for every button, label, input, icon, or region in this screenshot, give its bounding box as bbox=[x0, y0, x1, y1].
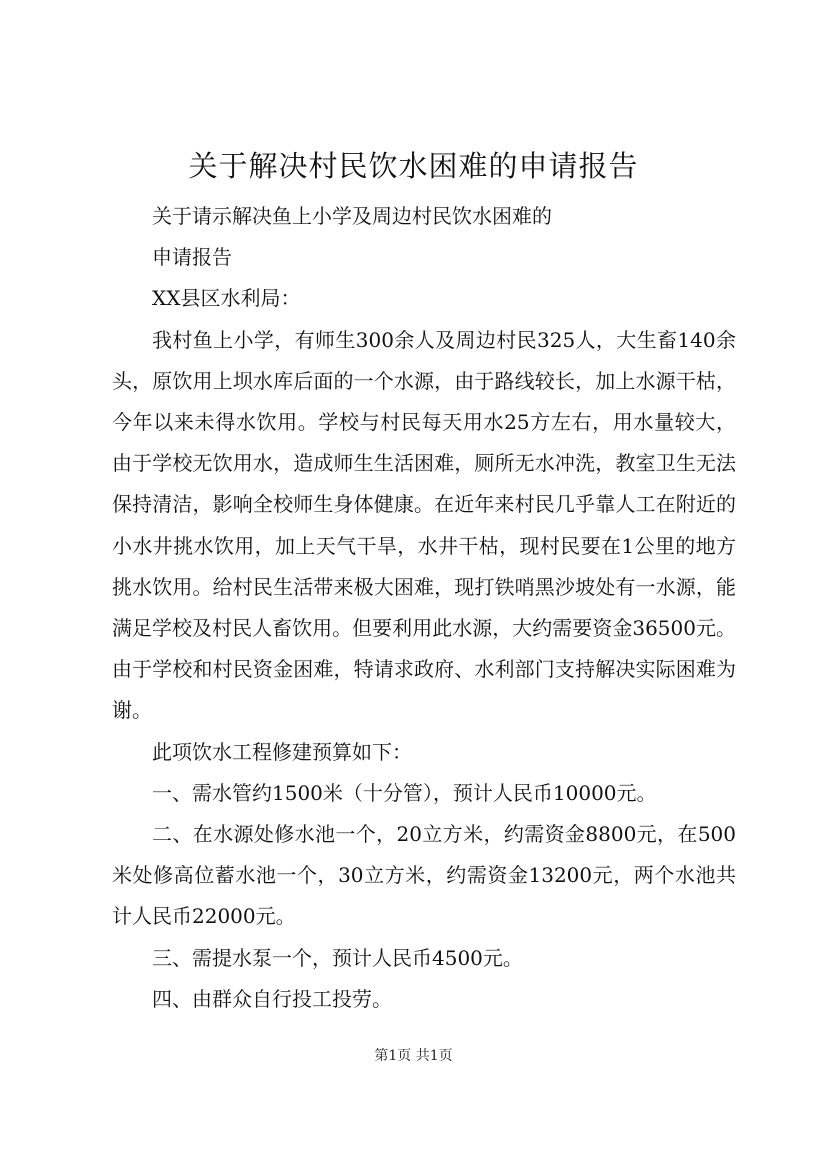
document-body bbox=[112, 196, 736, 1020]
paragraph-budget-item-2: 二、在水源处修水池一个，20立方米，约需资金8800元，在500米处修高位蓄水池一个，30立方米，约需资金13200元，两个水池共计人民币22000元。 bbox=[112, 822, 736, 929]
document-title: 关于解决村民饮水困难的申请报告 bbox=[188, 149, 639, 183]
paragraph-budget-intro: 此项饮水工程修建预算如下： bbox=[152, 739, 412, 764]
paragraph-subject-line-1: 关于请示解决鱼上小学及周边村民饮水困难的 bbox=[152, 204, 552, 228]
paragraph-subject-line-2: 申请报告 bbox=[152, 245, 232, 270]
paragraph-addressee: XX县区水利局： bbox=[152, 286, 301, 311]
paragraph-main-body: 我村鱼上小学，有师生300余人及周边村民325人，大生畜140余头，原饮用上坝水库后面的一个水源，由于路线较长，加上水源干枯，今年以来未得水饮用。学校与村民每天用水25方左右，用水量较大，由于学校无饮用水，造成师生生活困难，厕所无水冲洗，教室卫生无法保持清洁，影响全校师生身体健康。在近年来村民几乎靠人工在附近的小水井挑水饮用，加上天气干旱，水井干枯，现村民要在1公里的地方挑水饮用。给村民生活带来极大困难，现打铁哨黑沙坡处有一水源，能满足学校及村民人畜饮用。但要利用此水源，大约需要资金36500元。由于学校和村民资金困难，特请求政府、水利部门支持解决实际困难为谢。 bbox=[112, 327, 736, 723]
paragraph-budget-item-1: 一、需水管约1500米（十分管），预计人民币10000元。 bbox=[152, 780, 657, 805]
paragraph-budget-item-3: 三、需提水泵一个，预计人民币4500元。 bbox=[152, 945, 523, 970]
paragraph-budget-item-4: 四、由群众自行投工投劳。 bbox=[152, 986, 392, 1011]
page-number-footer: 第1页 共1页 bbox=[374, 1048, 453, 1064]
